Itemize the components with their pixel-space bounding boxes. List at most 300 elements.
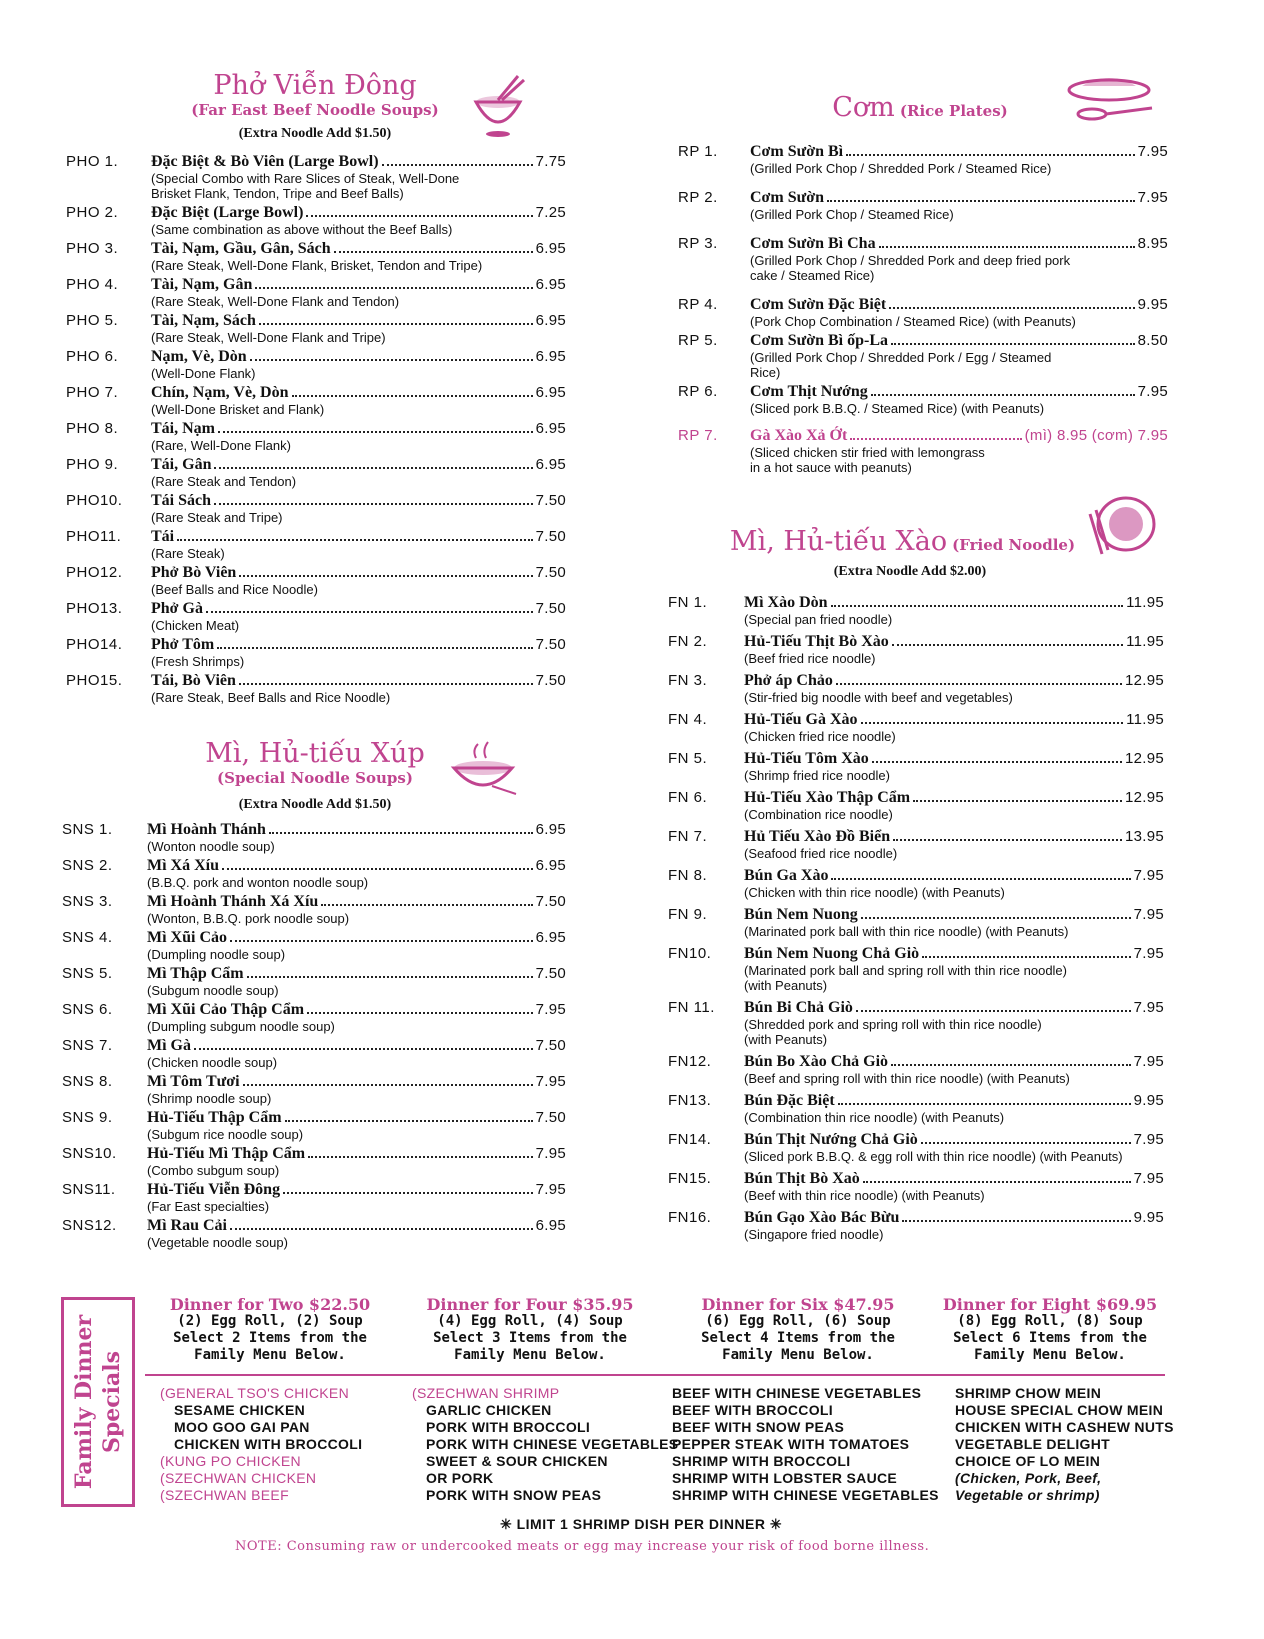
item-description: (Rare, Well-Done Flank): [151, 438, 291, 453]
item-body: [151, 204, 566, 237]
item-body: [744, 594, 1164, 627]
item-body: [750, 296, 1168, 329]
item-dots: [871, 394, 1135, 396]
item-line: [750, 235, 1168, 253]
item-name: Bún Thịt Bò Xaò: [744, 1170, 860, 1187]
pink-bracket: (: [160, 1453, 165, 1469]
item-line: [151, 384, 566, 402]
item-code: RP 3.: [678, 235, 718, 252]
item-name: Tài, Nạm, Gân: [151, 276, 253, 293]
pho-title: Phở Viễn Đông: [213, 70, 417, 101]
item-line: [151, 672, 566, 690]
item-dots: [177, 539, 532, 541]
item-description: Rice): [750, 365, 781, 380]
item-line: [750, 189, 1168, 207]
item-line: [151, 528, 566, 546]
dinner-line: (4) Egg Roll, (4) Soup: [437, 1313, 623, 1329]
item-description: (Far East specialties): [147, 1199, 270, 1214]
item-line: [147, 1217, 566, 1235]
item-dots: [846, 154, 1134, 156]
family-menu-column: [955, 1385, 1174, 1504]
item-dots: [334, 251, 533, 253]
item-price: 6.95: [535, 857, 566, 874]
item-price: 6.95: [535, 240, 566, 257]
item-name: Bún Bi Chả Giò: [744, 999, 853, 1016]
item-dots: [831, 878, 1130, 880]
item-code: PHO 5.: [66, 312, 119, 329]
item-line: [151, 492, 566, 510]
item-line: [744, 867, 1164, 885]
item-body: [744, 867, 1164, 900]
item-code: PHO 3.: [66, 240, 119, 257]
item-dots: [269, 832, 533, 834]
item-code: SNS 3.: [62, 893, 113, 910]
item-line: [151, 420, 566, 438]
item-dots: [889, 307, 1134, 309]
family-menu-item: Vegetable or shrimp): [955, 1487, 1100, 1503]
family-item-text: SZECHWAN CHICKEN: [164, 1470, 317, 1486]
item-price: 6.95: [535, 348, 566, 365]
item-price: 7.95: [1137, 189, 1168, 206]
family-menu-item: HOUSE SPECIAL CHOW MEIN: [955, 1402, 1164, 1418]
item-body: [147, 1109, 566, 1142]
item-dots: [206, 611, 533, 613]
noodle-bowl-icon: [468, 72, 528, 142]
item-price: 7.95: [535, 1073, 566, 1090]
item-description: (Singapore fried noodle): [744, 1227, 884, 1242]
item-price: 7.50: [535, 672, 566, 689]
item-line: [151, 204, 566, 222]
item-code: PHO 7.: [66, 384, 119, 401]
item-dots: [831, 605, 1124, 607]
item-code: FN 6.: [668, 789, 708, 806]
item-description: (Grilled Pork Chop / Shredded Pork and deep fried pork: [750, 253, 1071, 268]
item-name: Hủ-Tiếu Gà Xào: [744, 711, 858, 728]
item-description: (Subgum noodle soup): [147, 983, 279, 998]
item-code: FN 5.: [668, 750, 708, 767]
item-body: [744, 750, 1164, 783]
family-menu-item: PORK WITH SNOW PEAS: [426, 1487, 602, 1503]
fn-subtitle: (Fried Noodle): [952, 536, 1076, 554]
item-code: SNS 9.: [62, 1109, 113, 1126]
item-body: [744, 945, 1164, 993]
item-code: RP 5.: [678, 332, 718, 349]
family-menu-item: [160, 1470, 362, 1487]
item-code: FN 2.: [668, 633, 708, 650]
item-line: [744, 594, 1164, 612]
dinner-line: Select 3 Items from the: [433, 1330, 627, 1346]
item-body: [147, 1181, 566, 1214]
dinner-package: [930, 1296, 1170, 1364]
item-description: (Special Combo with Rare Slices of Steak, Well-Done: [151, 171, 460, 186]
item-name: Cơm Sườn Bì: [750, 143, 844, 160]
item-description: (Beef and spring roll with thin rice noodle) (with Peanuts): [744, 1071, 1070, 1086]
fried-noodle-plate-icon: [1086, 494, 1158, 558]
item-body: [744, 633, 1164, 666]
family-menu-item: MOO GOO GAI PAN: [174, 1419, 310, 1435]
item-name: Hủ-Tiếu Viễn Đông: [147, 1181, 281, 1198]
soup-bowl-icon: [448, 738, 518, 798]
item-description: (Well-Done Brisket and Flank): [151, 402, 325, 417]
item-price: 7.50: [535, 600, 566, 617]
item-dots: [194, 1048, 533, 1050]
item-price: 11.95: [1126, 633, 1164, 650]
item-name: Mì Thập Cẩm: [147, 965, 244, 982]
item-description: (Wonton, B.B.Q. pork noodle soup): [147, 911, 350, 926]
item-name: Cơm Sườn: [750, 189, 824, 206]
item-description: cake / Steamed Rice): [750, 268, 875, 283]
item-description: (Rare Steak and Tripe): [151, 510, 283, 525]
item-code: PHO 6.: [66, 348, 119, 365]
item-price: 7.50: [535, 492, 566, 509]
item-code: RP 4.: [678, 296, 718, 313]
item-name: Phở Gà: [151, 600, 203, 617]
item-name: Mì Xá Xíu: [147, 857, 219, 874]
item-line: [750, 383, 1168, 401]
item-name: Cơm Sườn Bì ốp-La: [750, 332, 889, 349]
item-dots: [230, 1228, 533, 1230]
item-price: 6.95: [535, 821, 566, 838]
family-menu-item: OR PORK: [426, 1470, 494, 1486]
item-dots: [856, 1010, 1131, 1012]
item-line: [151, 456, 566, 474]
item-code: SNS11.: [62, 1181, 116, 1198]
item-description: (Grilled Pork Chop / Shredded Pork / Steamed Rice): [750, 161, 1052, 176]
item-description: (Rare Steak and Tendon): [151, 474, 297, 489]
item-description: (Shredded pork and spring roll with thin rice noodle): [744, 1017, 1042, 1032]
family-menu-item: BEEF WITH BROCCOLI: [672, 1402, 833, 1418]
pink-bracket: (: [412, 1385, 417, 1401]
item-name: Bún Thịt Nướng Chả Giò: [744, 1131, 918, 1148]
sns-title: Mì, Hủ-tiếu Xúp: [205, 738, 425, 769]
item-price: 8.50: [1137, 332, 1168, 349]
family-menu-item: SHRIMP WITH LOBSTER SAUCE: [672, 1470, 898, 1486]
sns-extra-note: (Extra Noodle Add $1.50): [238, 797, 392, 812]
item-price: 7.50: [535, 1109, 566, 1126]
item-code: PHO 8.: [66, 420, 119, 437]
family-menu-item: CHOICE OF LO MEIN: [955, 1453, 1101, 1469]
rice-title: Cơm: [832, 92, 895, 123]
item-line: [147, 929, 566, 947]
item-code: SNS 5.: [62, 965, 113, 982]
item-name: Bún Ga Xào: [744, 867, 829, 884]
item-code: FN12.: [668, 1053, 712, 1070]
item-price: 7.95: [1137, 383, 1168, 400]
rice-plate-icon: [1062, 70, 1157, 128]
family-menu-item: VEGETABLE DELIGHT: [955, 1436, 1110, 1452]
family-menu-item: (Chicken, Pork, Beef,: [955, 1470, 1102, 1486]
item-price: 7.50: [535, 1037, 566, 1054]
item-name: Hủ-Tiếu Tôm Xào: [744, 750, 869, 767]
item-body: [151, 276, 566, 309]
family-item-text: SZECHWAN SHRIMP: [416, 1385, 560, 1401]
item-description: in a hot sauce with peanuts): [750, 460, 912, 475]
item-code: SNS 6.: [62, 1001, 113, 1018]
item-dots: [283, 1192, 533, 1194]
item-name: Phở Bò Viên: [151, 564, 237, 581]
item-body: [744, 789, 1164, 822]
item-dots: [307, 1012, 533, 1014]
item-code: PHO10.: [66, 492, 123, 509]
item-body: [151, 528, 566, 561]
item-body: [750, 332, 1168, 380]
item-description: (Well-Done Flank): [151, 366, 256, 381]
dinner-package: [150, 1296, 390, 1364]
sns-subtitle: (Special Noodle Soups): [217, 769, 413, 787]
item-description: (Seafood fried rice noodle): [744, 846, 898, 861]
item-body: [744, 999, 1164, 1047]
item-description: (Chicken Meat): [151, 618, 240, 633]
item-line: [744, 1092, 1164, 1110]
item-line: [147, 1145, 566, 1163]
item-body: [750, 383, 1168, 416]
item-line: [744, 1209, 1164, 1227]
item-price: 13.95: [1124, 828, 1164, 845]
item-line: [147, 1109, 566, 1127]
item-body: [147, 893, 566, 926]
item-body: [147, 857, 566, 890]
item-body: [151, 384, 566, 417]
item-name: Mì Hoành Thánh Xá Xíu: [147, 893, 319, 910]
item-name: Mì Tôm Tươi: [147, 1073, 240, 1090]
item-name: Gà Xào Xả Ớt: [750, 427, 848, 444]
item-name: Bún Gạo Xào Bác Bừu: [744, 1209, 900, 1226]
item-price: 6.95: [535, 276, 566, 293]
item-description: (Rare Steak, Well-Done Flank and Tripe): [151, 330, 386, 345]
dinner-package: [678, 1296, 918, 1364]
item-line: [151, 312, 566, 330]
item-price: 7.50: [535, 636, 566, 653]
item-description: (Subgum rice noodle soup): [147, 1127, 304, 1142]
item-price: 6.95: [535, 929, 566, 946]
item-line: [147, 857, 566, 875]
item-description: (Rare Steak, Well-Done Flank and Tendon): [151, 294, 400, 309]
fn-section-title: [720, 526, 1085, 557]
item-body: [750, 427, 1168, 475]
item-dots: [243, 1084, 533, 1086]
item-body: [147, 965, 566, 998]
item-line: [744, 1053, 1164, 1071]
item-dots: [382, 164, 533, 166]
item-code: SNS12.: [62, 1217, 117, 1234]
item-dots: [214, 503, 533, 505]
item-description: (Combination thin rice noodle) (with Peanuts): [744, 1110, 1005, 1125]
item-description: (Grilled Pork Chop / Steamed Rice): [750, 207, 954, 222]
family-menu-item: [412, 1385, 678, 1402]
item-price: 6.95: [535, 1217, 566, 1234]
family-dinner-label: Family Dinner Specials: [71, 1314, 125, 1490]
item-name: Tái, Bò Viên: [151, 672, 236, 689]
rice-subtitle: (Rice Plates): [899, 102, 1008, 120]
item-price: 9.95: [1133, 1092, 1164, 1109]
item-code: SNS 4.: [62, 929, 113, 946]
item-price: 6.95: [535, 456, 566, 473]
item-price: 7.50: [535, 564, 566, 581]
item-price: 6.95: [535, 384, 566, 401]
item-line: [750, 296, 1168, 314]
item-line: [744, 1131, 1164, 1149]
item-code: PHO 2.: [66, 204, 119, 221]
item-description: (Rare Steak, Beef Balls and Rice Noodle): [151, 690, 391, 705]
item-body: [744, 1092, 1164, 1125]
item-price: 7.95: [1133, 1131, 1164, 1148]
item-description: (Beef fried rice noodle): [744, 651, 876, 666]
item-code: FN 8.: [668, 867, 708, 884]
item-line: [147, 893, 566, 911]
item-description: (Marinated pork ball and spring roll with thin rice noodle): [744, 963, 1067, 978]
dinner-line: (6) Egg Roll, (6) Soup: [705, 1313, 891, 1329]
family-menu-column: [412, 1385, 678, 1504]
family-menu-item: BEEF WITH CHINESE VEGETABLES: [672, 1385, 922, 1401]
item-dots: [308, 1156, 532, 1158]
item-price: 11.95: [1126, 594, 1164, 611]
item-description: (Rare Steak, Well-Done Flank, Brisket, Tendon and Tripe): [151, 258, 483, 273]
pink-bracket: (: [160, 1470, 165, 1486]
item-name: Hủ Tiếu Xào Đồ Biển: [744, 828, 891, 845]
item-line: [147, 1181, 566, 1199]
item-dots: [214, 467, 532, 469]
item-description: (Vegetable noodle soup): [147, 1235, 288, 1250]
item-name: Bún Đặc Biệt: [744, 1092, 835, 1109]
item-price: 7.95: [535, 1001, 566, 1018]
item-price: 7.50: [535, 893, 566, 910]
item-body: [744, 672, 1164, 705]
item-name: Tái, Gân: [151, 456, 212, 473]
item-body: [147, 1145, 566, 1178]
item-price: 6.95: [535, 420, 566, 437]
item-dots: [222, 868, 533, 870]
item-body: [151, 153, 566, 201]
item-body: [151, 564, 566, 597]
item-price: 11.95: [1126, 711, 1164, 728]
item-dots: [879, 246, 1135, 248]
dinner-line: Family Menu Below.: [974, 1347, 1126, 1363]
item-dots: [872, 761, 1122, 763]
item-description: (B.B.Q. pork and wonton noodle soup): [147, 875, 369, 890]
item-dots: [861, 917, 1131, 919]
family-menu-column: [672, 1385, 939, 1504]
dinner-package: [410, 1296, 650, 1364]
item-description: (Stir-fried big noodle with beef and vegetables): [744, 690, 1013, 705]
item-line: [744, 672, 1164, 690]
item-price: 7.95: [535, 1145, 566, 1162]
dinner-line: (8) Egg Roll, (8) Soup: [957, 1313, 1143, 1329]
family-menu-item: SESAME CHICKEN: [174, 1402, 305, 1418]
item-body: [147, 821, 566, 854]
item-dots: [247, 976, 533, 978]
item-dots: [861, 722, 1124, 724]
item-description: (Sliced chicken stir fried with lemongrass: [750, 445, 985, 460]
item-line: [147, 1037, 566, 1055]
item-description: (Marinated pork ball with thin rice noodle) (with Peanuts): [744, 924, 1069, 939]
item-name: Mì Gà: [147, 1037, 191, 1054]
item-line: [750, 143, 1168, 161]
family-menu-item: SHRIMP CHOW MEIN: [955, 1385, 1102, 1401]
item-line: [151, 153, 566, 171]
item-name: Hủ-Tiếu Mì Thập Cẩm: [147, 1145, 306, 1162]
dinner-line: Select 2 Items from the: [173, 1330, 367, 1346]
dinner-title: Dinner for Eight $69.95: [942, 1295, 1158, 1314]
item-price: 8.95: [1137, 235, 1168, 252]
item-description: Brisket Flank, Tendon, Tripe and Beef Balls): [151, 186, 404, 201]
item-name: Bún Bo Xào Chả Giò: [744, 1053, 889, 1070]
item-name: Cơm Sườn Bì Cha: [750, 235, 876, 252]
item-line: [151, 276, 566, 294]
item-body: [744, 1053, 1164, 1086]
item-code: SNS 2.: [62, 857, 113, 874]
item-body: [151, 312, 566, 345]
item-code: FN 9.: [668, 906, 708, 923]
item-body: [147, 929, 566, 962]
pink-bracket: (: [160, 1385, 165, 1401]
item-line: [744, 789, 1164, 807]
item-description: (Shrimp noodle soup): [147, 1091, 272, 1106]
item-description: (Grilled Pork Chop / Shredded Pork / Egg / Steamed: [750, 350, 1052, 365]
family-menu-item: PORK WITH BROCCOLI: [426, 1419, 591, 1435]
item-dots: [239, 683, 533, 685]
item-code: PHO 4.: [66, 276, 119, 293]
item-description: (Special pan fried noodle): [744, 612, 893, 627]
family-item-text: KUNG PO CHICKEN: [164, 1453, 301, 1469]
item-code: PHO14.: [66, 636, 123, 653]
item-body: [750, 189, 1168, 222]
item-line: [147, 965, 566, 983]
item-body: [151, 348, 566, 381]
item-code: FN15.: [668, 1170, 712, 1187]
item-body: [744, 828, 1164, 861]
item-code: PHO13.: [66, 600, 123, 617]
item-name: Phở Tôm: [151, 636, 215, 653]
item-name: Tài, Nạm, Gầu, Gân, Sách: [151, 240, 331, 257]
item-line: [151, 636, 566, 654]
item-code: FN 4.: [668, 711, 708, 728]
item-body: [151, 420, 566, 453]
item-name: Đặc Biệt & Bò Viên (Large Bowl): [151, 153, 379, 170]
item-description: (Wonton noodle soup): [147, 839, 275, 854]
item-code: SNS10.: [62, 1145, 117, 1162]
item-code: PHO12.: [66, 564, 123, 581]
family-menu-item: CHICKEN WITH BROCCOLI: [174, 1436, 363, 1452]
item-line: [744, 828, 1164, 846]
item-name: Tái: [151, 528, 175, 545]
item-code: FN 3.: [668, 672, 708, 689]
item-name: Đặc Biệt (Large Bowl): [151, 204, 304, 221]
item-code: RP 1.: [678, 143, 718, 160]
family-menu-item: GARLIC CHICKEN: [426, 1402, 552, 1418]
item-code: FN 1.: [668, 594, 708, 611]
item-body: [744, 1131, 1164, 1164]
item-description: (Beef with thin rice noodle) (with Peanuts): [744, 1188, 985, 1203]
item-body: [744, 1209, 1164, 1242]
item-description: (Chicken noodle soup): [147, 1055, 278, 1070]
dinner-line: Family Menu Below.: [194, 1347, 346, 1363]
item-description: (Beef Balls and Rice Noodle): [151, 582, 318, 597]
item-price: 7.50: [535, 965, 566, 982]
family-item-text: SZECHWAN BEEF: [164, 1487, 289, 1503]
item-name: Hủ-Tiếu Thịt Bò Xào: [744, 633, 889, 650]
item-name: Cơm Sườn Đặc Biệt: [750, 296, 887, 313]
dinner-title: Dinner for Four $35.95: [426, 1295, 634, 1314]
item-dots: [893, 839, 1122, 841]
item-name: Tái Sách: [151, 492, 212, 509]
item-description: (Shrimp fried rice noodle): [744, 768, 890, 783]
item-price: 7.95: [1133, 945, 1164, 962]
item-body: [744, 1170, 1164, 1203]
dinner-line: (2) Egg Roll, (2) Soup: [177, 1313, 363, 1329]
item-code: FN 7.: [668, 828, 708, 845]
item-body: [151, 240, 566, 273]
item-dots: [892, 644, 1123, 646]
